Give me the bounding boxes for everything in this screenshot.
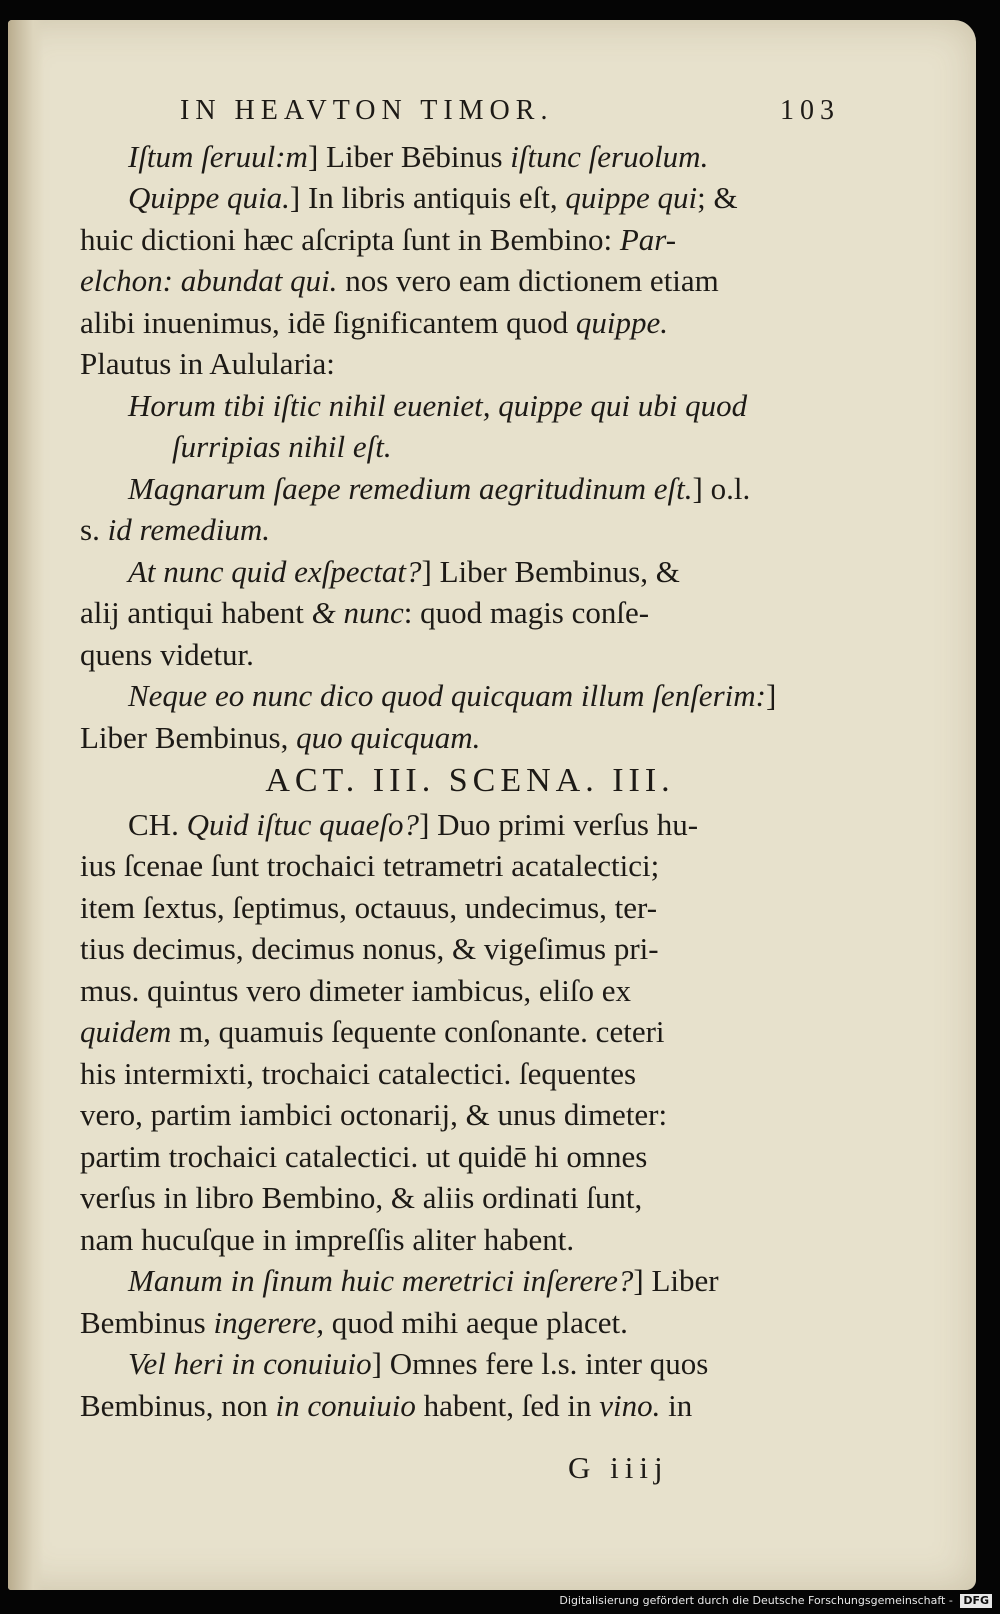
roman-run: Liber Bembinus,	[80, 719, 297, 755]
signature-mark: G iiij	[568, 1450, 669, 1485]
text-line	[80, 509, 840, 551]
roman-run: : quod magis conſe-	[403, 595, 650, 630]
text-line	[80, 260, 840, 302]
italic-run: quidem	[80, 1014, 172, 1049]
digitization-credit-bar	[0, 1590, 1000, 1614]
italic-run: iſtunc ſeruolum.	[510, 138, 709, 174]
roman-run: alij antiqui habent	[80, 595, 312, 630]
roman-run: Bembinus	[80, 1304, 214, 1340]
roman-run: verſus in libro Bembino, & aliis ordinati ſunt,	[80, 1180, 643, 1215]
roman-run: his intermixti, trochaici catalectici. ſequentes	[80, 1055, 637, 1091]
italic-run: quippe.	[575, 304, 669, 340]
page-number: 103	[780, 95, 840, 126]
roman-run: ; &	[697, 180, 738, 215]
italic-run: Vel heri in conuiuio	[128, 1346, 372, 1381]
text-line	[80, 1094, 840, 1136]
text-line	[80, 1219, 840, 1261]
dfg-logo: DFG	[960, 1594, 992, 1608]
roman-run: Bembinus, non	[80, 1387, 276, 1423]
text-line	[80, 136, 840, 178]
italic-run: ſurripias nihil eſt.	[172, 429, 392, 464]
roman-run: CH.	[128, 806, 187, 842]
running-title: IN HEAVTON TIMOR.	[180, 95, 554, 126]
italic-run: quo quicquam.	[296, 719, 481, 755]
italic-run: Quippe quia.	[128, 180, 290, 215]
roman-run: s.	[80, 512, 108, 547]
roman-run: vero, partim iambici octonarij, & unus dimeter:	[80, 1097, 668, 1132]
text-line	[80, 804, 840, 846]
roman-run: habent, ſed in	[415, 1387, 600, 1423]
roman-run: ACT. III. SCENA. III.	[265, 762, 675, 799]
italic-run: quippe qui	[565, 180, 698, 215]
italic-run: & nunc	[311, 595, 404, 630]
roman-run: ] Liber	[633, 1263, 719, 1298]
italic-run: in conuiuio	[275, 1387, 416, 1423]
italic-run: At nunc quid exſpectat?	[128, 553, 422, 589]
roman-run: ] Omnes fere l.s. inter quos	[371, 1346, 709, 1381]
roman-run: huic dictioni hæc aſcripta ſunt in Bembino:	[80, 221, 620, 257]
text-line	[80, 592, 840, 634]
page-text	[80, 90, 840, 1426]
text-line	[80, 1011, 840, 1053]
text-line	[80, 675, 840, 717]
roman-run: quod mihi aeque placet.	[323, 1304, 628, 1340]
text-line	[80, 1177, 840, 1219]
italic-run: Manum in ſinum huic meretrici inſerere?	[128, 1263, 634, 1298]
roman-run: mus. quintus vero dimeter iambicus, eliſo ex	[80, 972, 632, 1008]
text-line	[80, 468, 840, 510]
credit-text: Digitalisierung gefördert durch die Deutsche Forschungsgemeinschaft -	[559, 1594, 953, 1607]
text-line	[80, 1302, 840, 1344]
page-gutter-shadow	[8, 20, 44, 1590]
text-line	[80, 1343, 840, 1385]
roman-run: ] Liber Bembinus, &	[421, 553, 680, 589]
italic-run: Horum tibi iſtic nihil eueniet, quippe qui ubi quod	[128, 387, 748, 423]
italic-run: Neque eo nunc dico quod quicquam illum ſenſerim:	[128, 678, 766, 713]
text-line	[80, 970, 840, 1012]
italic-run: Quid iſtuc quaeſo?	[186, 806, 420, 842]
text-line	[80, 928, 840, 970]
text-line	[80, 1136, 840, 1178]
roman-run: ] Duo primi verſus hu-	[419, 806, 699, 842]
book-page	[8, 20, 976, 1590]
roman-run: partim trochaici catalectici. ut quidē hi omnes	[80, 1138, 648, 1174]
text-line	[80, 302, 840, 344]
roman-run: alibi inuenimus, idē ſignificantem quod	[80, 304, 576, 340]
roman-run: tius decimus, decimus nonus, & vigeſimus pri-	[80, 931, 659, 966]
text-line	[80, 887, 840, 929]
roman-run: quens videtur.	[80, 636, 254, 672]
text-line	[80, 1260, 840, 1302]
roman-run: ] o.l.	[692, 470, 751, 506]
text-line	[80, 385, 840, 427]
italic-run: Magnarum ſaepe remedium aegritudinum eſt.	[128, 470, 693, 506]
roman-run: Plautus in Aulularia:	[80, 346, 335, 381]
roman-run: ] Liber Bēbinus	[307, 138, 511, 174]
text-line	[80, 219, 840, 261]
text-line	[80, 845, 840, 887]
roman-run: nos vero eam dictionem etiam	[337, 263, 719, 298]
text-line	[80, 177, 840, 219]
text-line	[80, 343, 840, 385]
roman-run: nam hucuſque in impreſſis aliter habent.	[80, 1221, 575, 1257]
italic-run: ingerere,	[213, 1304, 324, 1340]
text-line	[80, 1385, 840, 1427]
italic-run: elchon: abundat qui.	[80, 263, 338, 298]
roman-run: item ſextus, ſeptimus, octauus, undecimus, ter-	[80, 889, 658, 925]
scene-heading	[80, 760, 840, 802]
text-line	[80, 1053, 840, 1095]
roman-run: ius ſcenae ſunt trochaici tetrametri acatalectici;	[80, 848, 660, 883]
running-header	[80, 90, 840, 132]
italic-run: Par-	[619, 221, 677, 257]
text-line	[80, 551, 840, 593]
text-line	[80, 717, 840, 759]
italic-run: vino.	[599, 1387, 661, 1423]
text-body	[80, 136, 840, 1427]
roman-run: ]	[765, 678, 777, 713]
text-line	[80, 634, 840, 676]
italic-run: Iſtum ſeruul:m	[128, 138, 308, 174]
roman-run: ] In libris antiquis eſt,	[289, 180, 566, 215]
roman-run: in	[660, 1387, 693, 1423]
italic-run: id remedium.	[107, 512, 271, 547]
text-line	[80, 426, 840, 468]
roman-run: m, quamuis ſequente conſonante. ceteri	[171, 1014, 665, 1049]
